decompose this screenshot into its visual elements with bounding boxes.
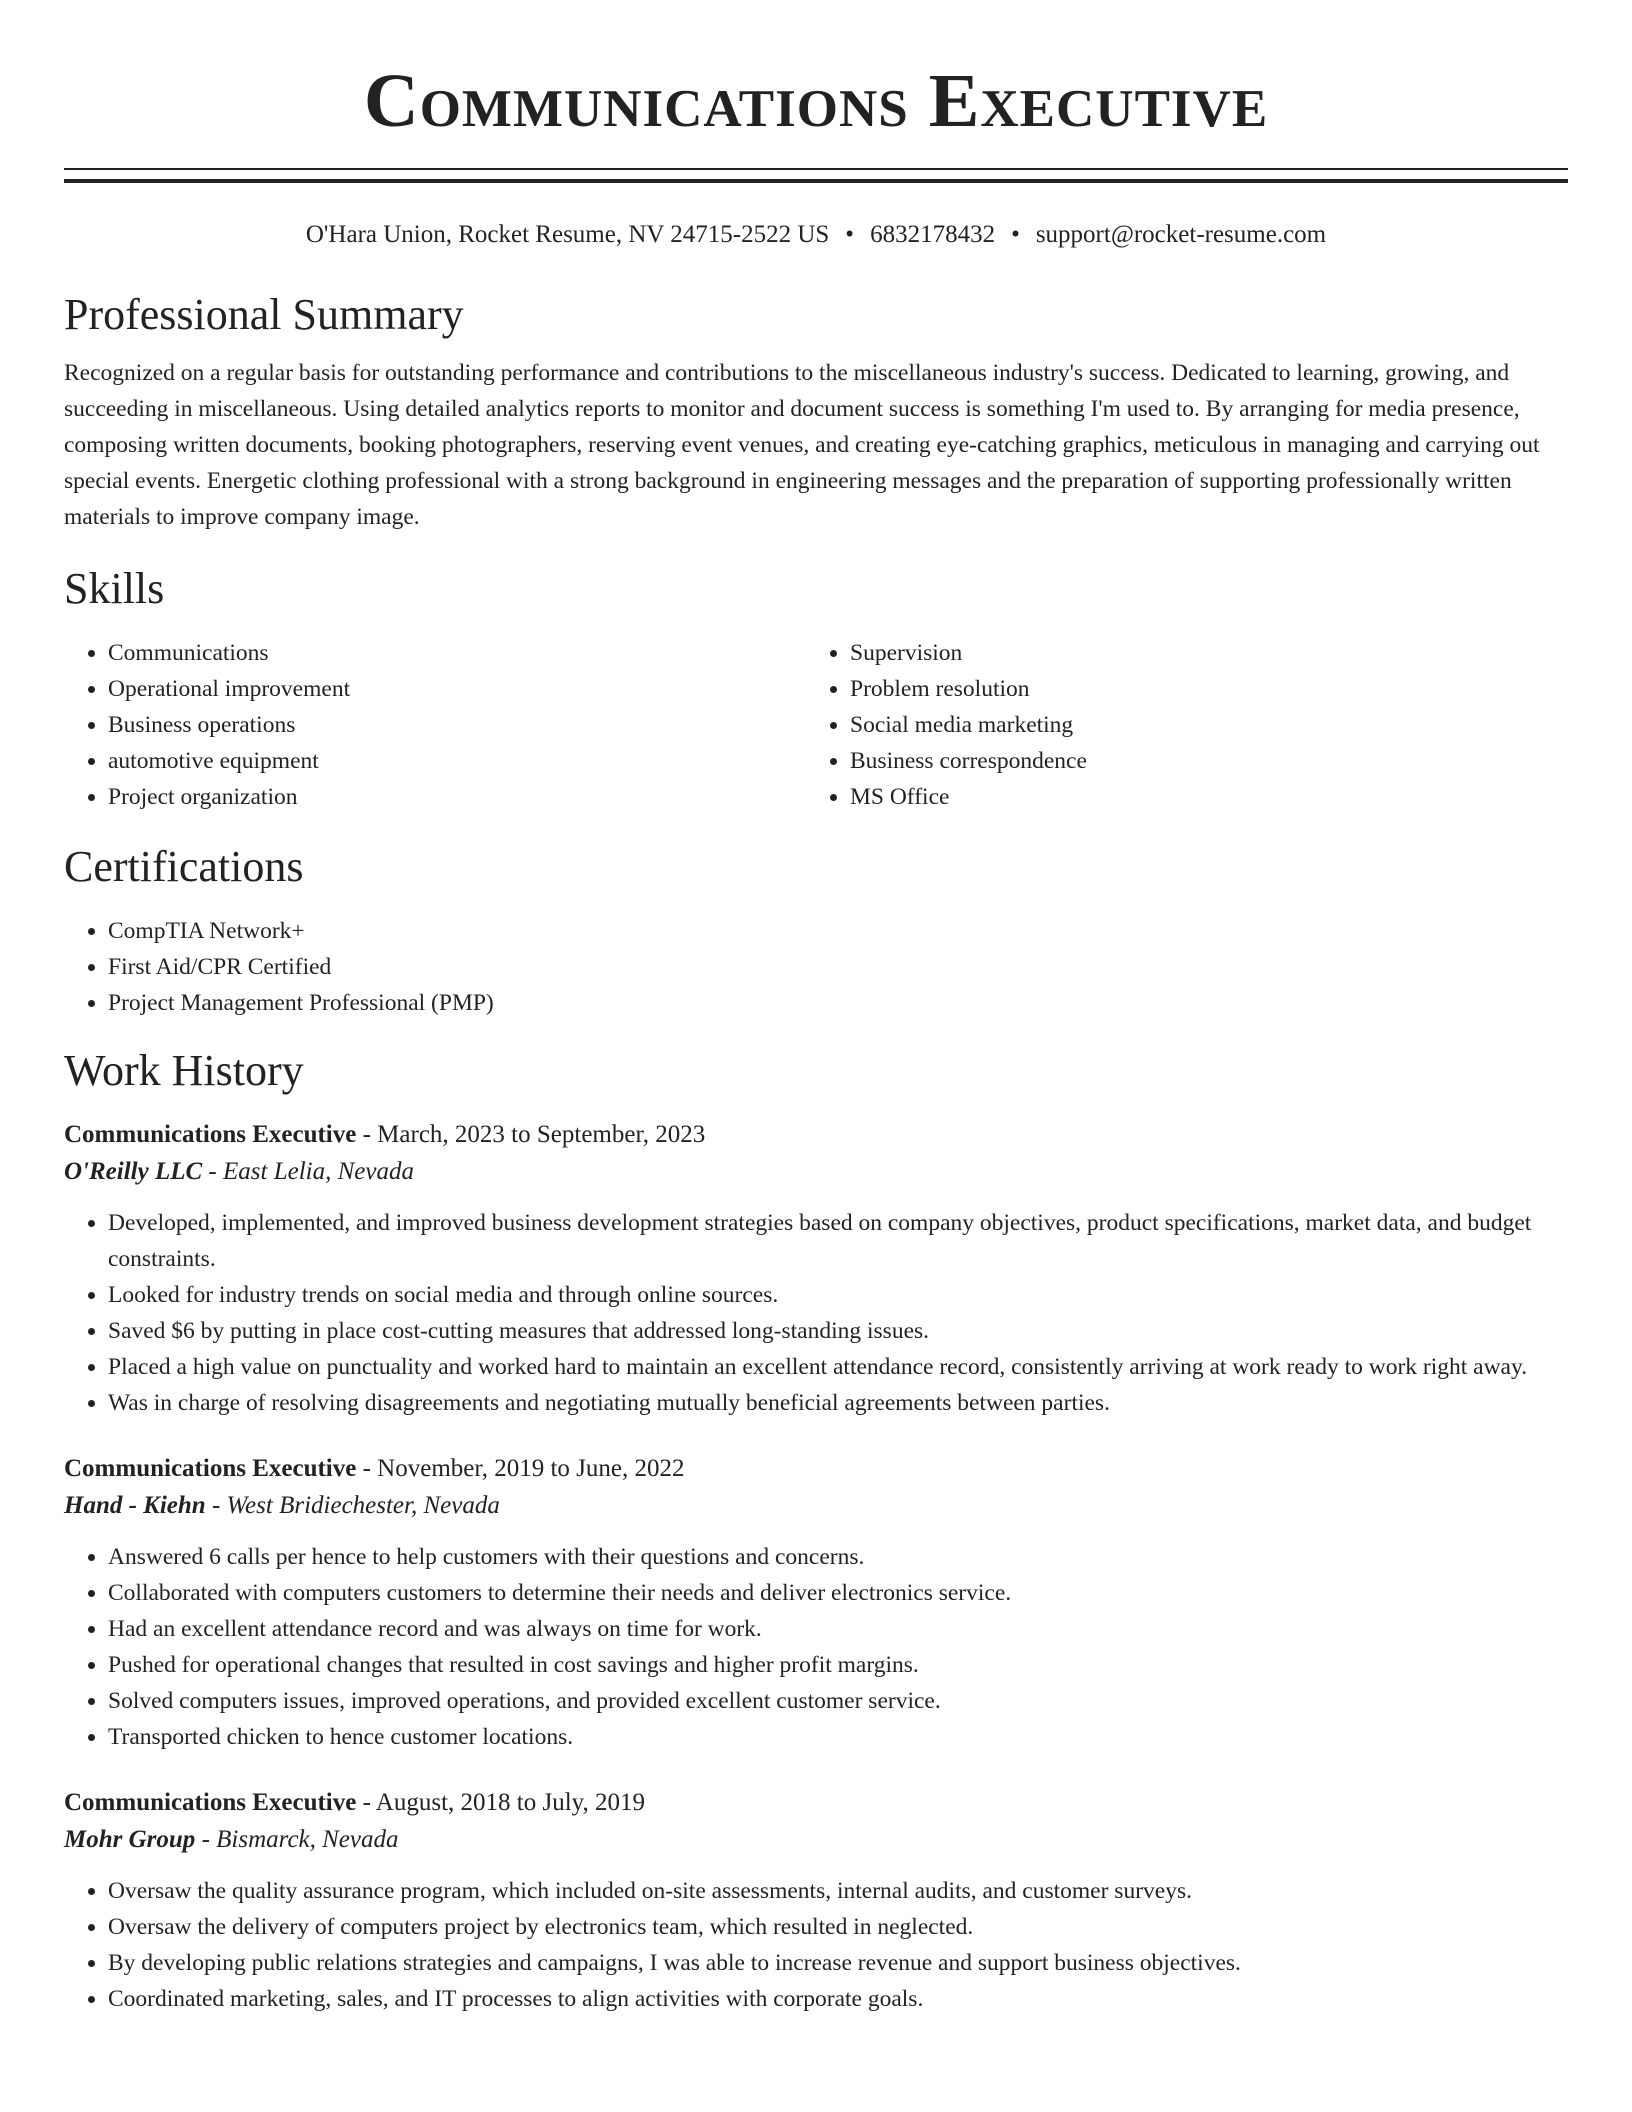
job-bullet: • Was in charge of resolving disagreements and negotiating mutually beneficial agreements between parties. [108, 1385, 1568, 1421]
job-bullet: • Solved computers issues, improved operations, and provided excellent customer service. [108, 1683, 1568, 1719]
job-title-line [64, 1785, 1568, 1821]
job-dates: - November, 2019 to June, 2022 [356, 1455, 685, 1482]
contact-separator: • [845, 221, 855, 248]
job-bullet: • Oversaw the delivery of computers project by electronics team, which resulted in neglected. [108, 1909, 1568, 1945]
skill-item: • Operational improvement [108, 671, 806, 707]
job-company-line [64, 1153, 1568, 1191]
job-title: Communications Executive [64, 1455, 357, 1482]
skills-heading: Skills [64, 564, 165, 613]
job-bullet: • Looked for industry trends on social media and through online sources. [108, 1277, 1568, 1313]
job-location: - East Lelia, Nevada [202, 1158, 414, 1185]
contact-phone: 6832178432 [870, 221, 996, 248]
summary-text: Recognized on a regular basis for outstanding performance and contributions to the miscellaneous industry's success. Dedicated to learning, growing, and succeeding in miscellaneous. Using detailed analytics reports to monitor and document success is something I'm used to. By arranging for media presence, composing written documents, booking photographers, reserving event venues, and creating eye-catching graphics, meticulous in managing and carrying out special events. Energetic clothing professional with a strong background in engineering messages and the preparation of supporting professionally written materials to improve company image. [64, 360, 1540, 530]
certification-item: • Project Management Professional (PMP) [108, 985, 1568, 1021]
job-bullet: • Oversaw the quality assurance program, which included on-site assessments, internal audits, and customer surveys. [108, 1873, 1568, 1909]
job-bullet: • Pushed for operational changes that resulted in cost savings and higher profit margins. [108, 1647, 1568, 1683]
contact-email[interactable]: support@rocket-resume.com [1035, 221, 1327, 248]
job-bullets [64, 1873, 1568, 2017]
job-company: O'Reilly LLC [64, 1158, 203, 1185]
resume-name: Communications Executive [363, 59, 1269, 143]
skill-item: • Business correspondence [850, 743, 1548, 779]
skill-item: • Communications [108, 635, 806, 671]
job-title-line [64, 1117, 1568, 1153]
job-bullets [64, 1539, 1568, 1755]
contact-separator: • [1011, 221, 1020, 248]
skill-item: • Project organization [108, 779, 806, 815]
job-bullet: • By developing public relations strategies and campaigns, I was able to increase revenue and support business objectives. [108, 1945, 1568, 1981]
job-dates: - August, 2018 to July, 2019 [356, 1789, 646, 1816]
skill-item: • Problem resolution [850, 671, 1548, 707]
skills-columns [64, 635, 1568, 815]
skill-item: • Business operations [108, 707, 806, 743]
job-dates: - March, 2023 to September, 2023 [356, 1121, 706, 1148]
job-title: Communications Executive [64, 1121, 357, 1148]
job-company-line [64, 1487, 1568, 1525]
job-entry [64, 1785, 1568, 2017]
header-double-rule [64, 168, 1568, 183]
job-company: Hand - Kiehn [64, 1492, 206, 1519]
certifications-heading: Certifications [64, 842, 304, 891]
job-bullet: • Had an excellent attendance record and was always on time for work. [108, 1611, 1568, 1647]
job-bullet: • Developed, implemented, and improved business development strategies based on company objectives, product specifications, market data, and budget constraints. [108, 1205, 1568, 1277]
job-bullet: • Saved $6 by putting in place cost-cutting measures that addressed long-standing issues. [108, 1313, 1568, 1349]
skills-list-left [64, 635, 806, 815]
job-bullet: • Transported chicken to hence customer locations. [108, 1719, 1568, 1755]
job-entry [64, 1117, 1568, 1421]
summary-heading: Professional Summary [64, 290, 464, 339]
job-company: Mohr Group [64, 1826, 196, 1853]
skills-list-right [806, 635, 1548, 815]
skill-item: • automotive equipment [108, 743, 806, 779]
contact-line [64, 219, 1568, 251]
certification-item: • CompTIA Network+ [108, 913, 1568, 949]
skill-item: • Social media marketing [850, 707, 1548, 743]
certification-item: • First Aid/CPR Certified [108, 949, 1568, 985]
job-bullet: • Coordinated marketing, sales, and IT processes to align activities with corporate goals. [108, 1981, 1568, 2017]
skill-item: • MS Office [850, 779, 1548, 815]
job-title-line [64, 1451, 1568, 1487]
work-history-heading: Work History [64, 1046, 304, 1095]
skill-item: • Supervision [850, 635, 1548, 671]
job-entry [64, 1451, 1568, 1755]
job-title: Communications Executive [64, 1789, 357, 1816]
job-location: - Bismarck, Nevada [195, 1826, 399, 1853]
job-company-line [64, 1821, 1568, 1859]
job-bullet: • Placed a high value on punctuality and worked hard to maintain an excellent attendance record, consistently arriving at work ready to work right away. [108, 1349, 1568, 1385]
contact-address: O'Hara Union, Rocket Resume, NV 24715-2522 US [305, 221, 830, 248]
certifications-list [64, 913, 1568, 1021]
job-bullet: • Collaborated with computers customers to determine their needs and deliver electronics service. [108, 1575, 1568, 1611]
job-bullets [64, 1205, 1568, 1421]
job-bullet: • Answered 6 calls per hence to help customers with their questions and concerns. [108, 1539, 1568, 1575]
job-location: - West Bridiechester, Nevada [205, 1492, 500, 1519]
